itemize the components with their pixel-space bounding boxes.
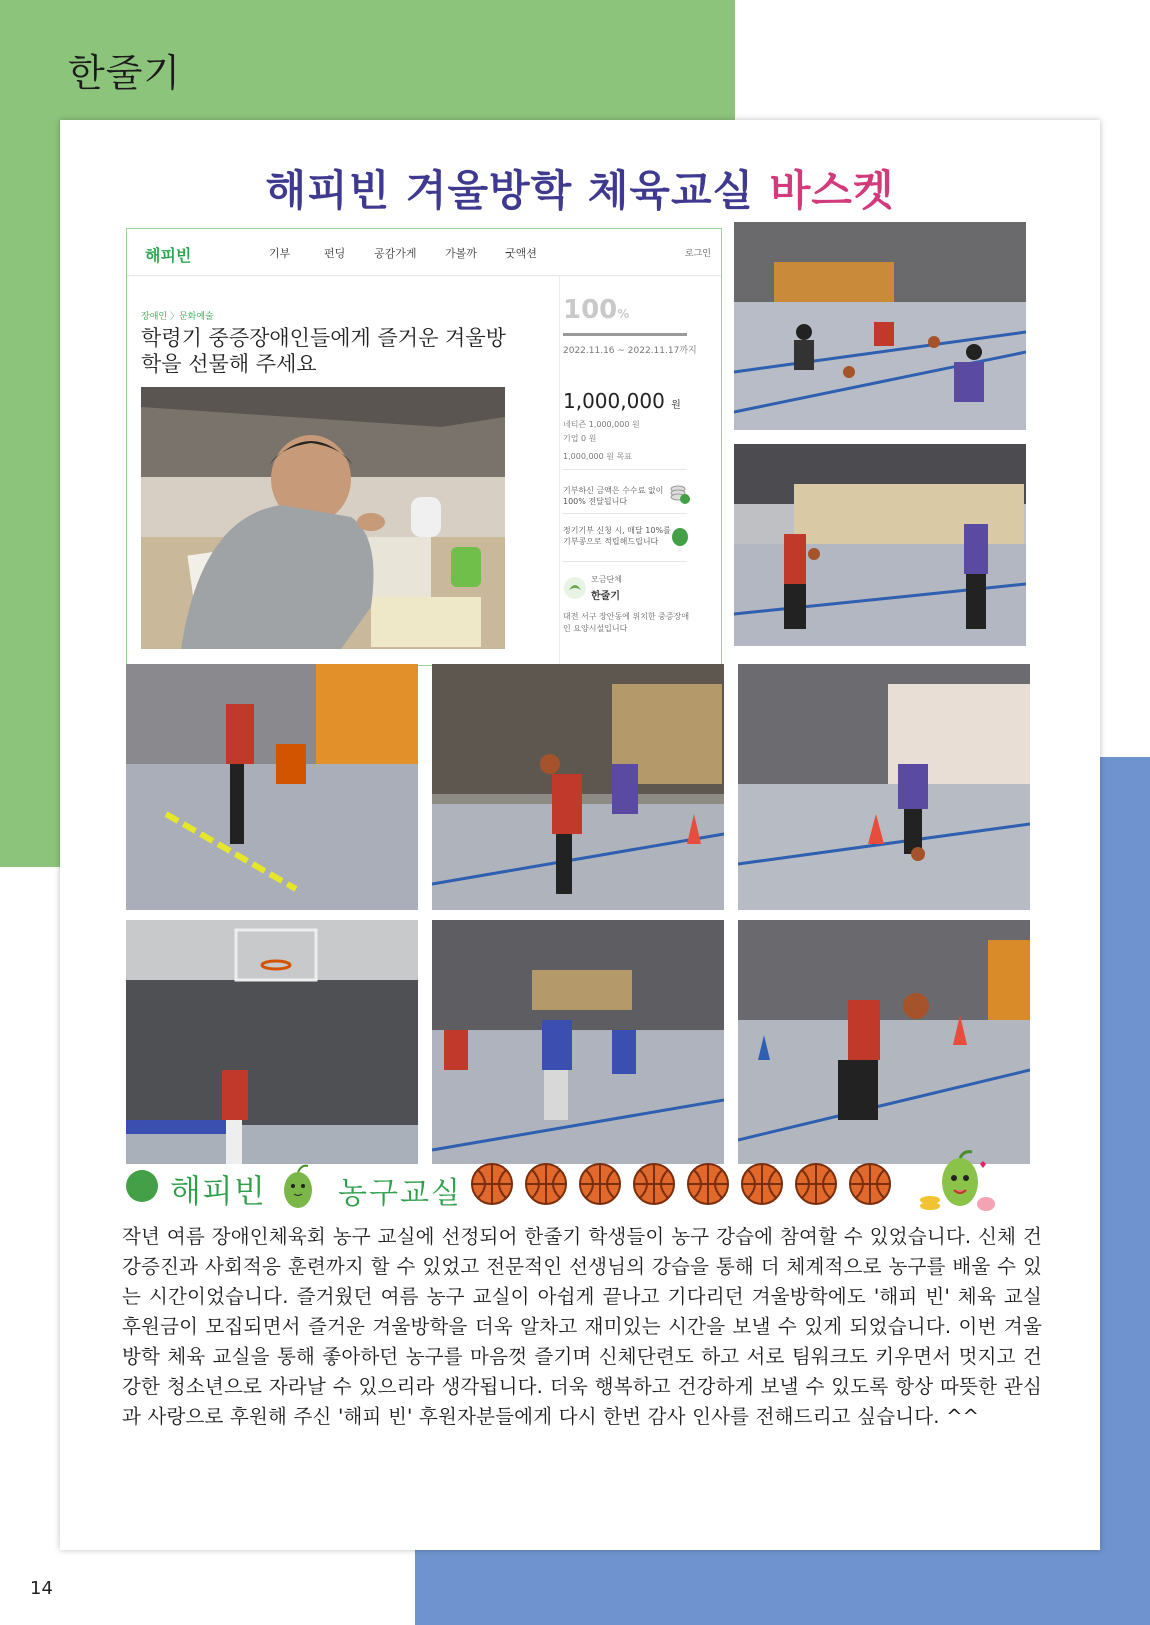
- amount-unit: 원: [671, 400, 681, 411]
- happybean-webpage-screenshot: [126, 228, 722, 666]
- web-login: 로그인: [684, 249, 711, 259]
- organization-logo-icon: [563, 576, 587, 600]
- web-headline: 학령기 중증장애인들에게 즐거운 겨울방학을 선물해 주세요: [141, 326, 506, 376]
- bean-mascot-with-coins-icon: [916, 1150, 996, 1214]
- banner-brand: 해피빈: [170, 1172, 266, 1210]
- basketball-icon: [578, 1162, 622, 1206]
- web-sidebar-divider: [559, 275, 560, 665]
- bean-character-icon: [276, 1160, 320, 1212]
- gym-photo-stretching: [734, 222, 1026, 430]
- basketball-icon: [848, 1162, 892, 1206]
- regular-donation-note: 정기기부 신청 시, 매달 10%를 기부콩으로 적립해드립니다: [563, 526, 671, 546]
- gym-photo-shooting-form: [432, 664, 724, 910]
- organization-label: 모금단체: [591, 575, 622, 584]
- web-menu-item: 기부: [269, 247, 291, 260]
- article-body-text: 작년 여름 장애인체육회 농구 교실에 선정되어 한줄기 학생들이 농구 강습에 참여할 수 있었습니다. 신체 건강증진과 사회적응 훈련까지 할 수 있었고 전문적인 선생님의 강습을 통해 더 체계적으로 농구를 배울 수 있는 시간이었습니다. 즐거웠던 여름 농구 교실이 아쉽게 끝나고 기다리던 겨울방학에도 '해피 빈' 체육 교실 후원금이 모집되면서 즐거운 겨울방학을 더욱 알차고 재미있는 시간을 보낼 수 있게 되었습니다. 이번 겨울방학 체육 교실을 통해 좋아하던 농구를 마음껏 즐기며 신체단련도 하고 서로 팀워크도 키우면서 멋지고 건강한 청소년으로 자라날 수 있으리라 생각됩니다. 더욱 행복하고 건강하게 보낼 수 있도록 항상 따뜻한 관심과 사랑으로 후원해 주신 '해피 빈' 후원자분들에게 다시 한번 감사 인사를 전해드리고 싶습니다. ^^: [122, 1225, 1042, 1428]
- basketball-icon: [632, 1162, 676, 1206]
- title-highlight: 바스켓: [769, 166, 895, 215]
- web-category: 장애인 〉문화예술: [141, 312, 214, 322]
- organization-description: 대전 서구 장안동에 위치한 중증장애인 요양시설입니다: [563, 612, 690, 633]
- gym-photo-dribbling: [734, 444, 1026, 646]
- divider: [563, 513, 687, 514]
- gym-photo-cone-dribble: [738, 664, 1030, 910]
- bean-icon: [126, 1170, 158, 1202]
- netizen-amount: 네티즌 1,000,000 원: [563, 420, 640, 429]
- campaign-period: 2022.11.16 ~ 2022.11.17까지: [563, 346, 697, 356]
- gym-photo-ball-handling: [738, 920, 1030, 1164]
- web-menu-item: 펀딩: [324, 247, 346, 260]
- web-menu-item: 공감가게: [374, 247, 417, 260]
- coin-stack-icon: [669, 483, 691, 505]
- banner-class-title: 농구교실: [338, 1176, 462, 1211]
- bean-icon: [669, 525, 691, 547]
- gym-photo-agility-ladder: [126, 664, 418, 910]
- web-menu-item: 굿액션: [505, 247, 537, 260]
- basketball-icon: [470, 1162, 514, 1206]
- article-card: [60, 120, 1100, 1550]
- company-amount: 기업 0 원: [563, 434, 597, 443]
- divider: [563, 469, 687, 470]
- goal-amount: 1,000,000 원 목표: [563, 452, 632, 461]
- basketball-icon: [740, 1162, 784, 1206]
- happybean-basketball-banner: [126, 1160, 1026, 1220]
- gym-photo-team-shooting: [432, 920, 724, 1164]
- web-logo: 해피빈: [145, 246, 192, 265]
- web-campaign-photo: [141, 387, 505, 649]
- gym-photo-hoop-shot: [126, 920, 418, 1164]
- progress-value: 100: [563, 295, 618, 325]
- section-title: 한줄기: [68, 51, 182, 95]
- title-main: 해피빈 겨울방학 체육교실: [265, 166, 755, 215]
- web-navbar: [127, 229, 721, 276]
- page-number: 14: [30, 1578, 53, 1599]
- donation-note: 기부하신 금액은 수수료 없이 100% 전달됩니다: [563, 486, 664, 506]
- basketball-icon: [794, 1162, 838, 1206]
- progress-percent: [563, 295, 629, 325]
- basketball-icon: [686, 1162, 730, 1206]
- progress-unit: %: [617, 307, 630, 321]
- progress-bar: [563, 333, 687, 336]
- article-title: [60, 158, 1100, 218]
- basketball-icon: [524, 1162, 568, 1206]
- web-menu-item: 가볼까: [445, 247, 477, 260]
- amount-value: 1,000,000: [563, 389, 665, 413]
- raised-amount: [563, 389, 681, 413]
- divider: [563, 561, 687, 562]
- organization-name: 한줄기: [591, 591, 620, 602]
